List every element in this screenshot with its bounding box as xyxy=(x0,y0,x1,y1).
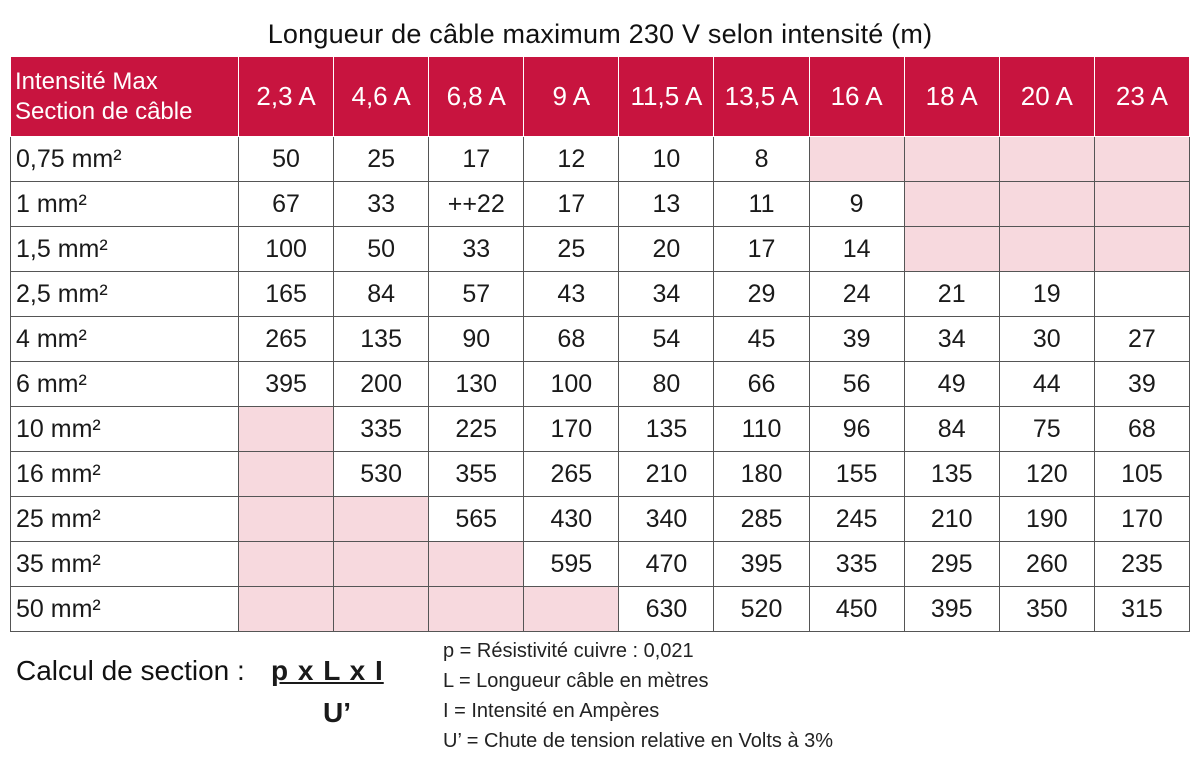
formula-denominator: U’ xyxy=(323,697,351,728)
length-cell: 20 xyxy=(619,227,714,272)
not-applicable-cell xyxy=(524,587,619,632)
length-cell: 245 xyxy=(809,497,904,542)
table-row xyxy=(11,362,1190,407)
table-row xyxy=(11,227,1190,272)
length-cell: 530 xyxy=(334,452,429,497)
not-applicable-cell xyxy=(334,542,429,587)
length-cell: 135 xyxy=(619,407,714,452)
not-applicable-cell xyxy=(429,587,524,632)
not-applicable-cell xyxy=(429,542,524,587)
length-cell: 395 xyxy=(714,542,809,587)
header-corner-cell xyxy=(11,57,239,137)
length-cell: 155 xyxy=(809,452,904,497)
length-cell: 340 xyxy=(619,497,714,542)
row-label-section: 0,75 mm² xyxy=(11,137,239,182)
column-header-intensity: 13,5 A xyxy=(714,57,809,137)
table-row xyxy=(11,542,1190,587)
not-applicable-cell xyxy=(334,587,429,632)
length-cell: 39 xyxy=(809,317,904,362)
length-cell: 200 xyxy=(334,362,429,407)
length-cell: 80 xyxy=(619,362,714,407)
length-cell: 34 xyxy=(904,317,999,362)
length-cell: 395 xyxy=(904,587,999,632)
legend-item-voltage-drop: U’ = Chute de tension relative en Volts à 3% xyxy=(443,730,834,752)
not-applicable-cell xyxy=(334,497,429,542)
length-cell: 34 xyxy=(619,272,714,317)
table-row xyxy=(11,587,1190,632)
legend-item-intensity: I = Intensité en Ampères xyxy=(443,700,660,722)
length-cell: 17 xyxy=(714,227,809,272)
not-applicable-cell xyxy=(239,587,334,632)
length-cell: 84 xyxy=(904,407,999,452)
length-cell: 285 xyxy=(714,497,809,542)
formula-label: Calcul de section : xyxy=(16,655,245,686)
length-cell: 11 xyxy=(714,182,809,227)
length-cell: 30 xyxy=(999,317,1094,362)
formula-numerator: p x L x I xyxy=(271,655,384,686)
row-label-section: 1 mm² xyxy=(11,182,239,227)
length-cell: 135 xyxy=(334,317,429,362)
length-cell: 180 xyxy=(714,452,809,497)
length-cell: 13 xyxy=(619,182,714,227)
not-applicable-cell xyxy=(999,227,1094,272)
table-row xyxy=(11,182,1190,227)
length-cell: 265 xyxy=(524,452,619,497)
length-cell: 100 xyxy=(524,362,619,407)
length-cell: 45 xyxy=(714,317,809,362)
length-cell: 350 xyxy=(999,587,1094,632)
row-label-section: 4 mm² xyxy=(11,317,239,362)
length-cell: 100 xyxy=(239,227,334,272)
length-cell: 17 xyxy=(524,182,619,227)
length-cell: 21 xyxy=(904,272,999,317)
length-cell: 29 xyxy=(714,272,809,317)
column-header-intensity: 6,8 A xyxy=(429,57,524,137)
not-applicable-cell xyxy=(999,182,1094,227)
length-cell: 210 xyxy=(904,497,999,542)
cable-length-table xyxy=(10,56,1190,632)
length-cell: 225 xyxy=(429,407,524,452)
length-cell: 39 xyxy=(1094,362,1189,407)
length-cell: ++22 xyxy=(429,182,524,227)
length-cell: 43 xyxy=(524,272,619,317)
length-cell: 27 xyxy=(1094,317,1189,362)
not-applicable-cell xyxy=(239,407,334,452)
row-label-section: 50 mm² xyxy=(11,587,239,632)
length-cell: 165 xyxy=(239,272,334,317)
not-applicable-cell xyxy=(239,497,334,542)
corner-label-section: Section de câble xyxy=(15,97,193,125)
length-cell: 395 xyxy=(239,362,334,407)
table-row xyxy=(11,137,1190,182)
row-label-section: 2,5 mm² xyxy=(11,272,239,317)
legend-item-length: L = Longueur câble en mètres xyxy=(443,670,709,692)
corner-label-intensity: Intensité Max xyxy=(15,67,158,95)
not-applicable-cell xyxy=(1094,182,1189,227)
not-applicable-cell xyxy=(809,137,904,182)
not-applicable-cell xyxy=(999,137,1094,182)
length-cell: 24 xyxy=(809,272,904,317)
legend-item-resistivity: p = Résistivité cuivre : 0,021 xyxy=(443,640,694,662)
length-cell: 105 xyxy=(1094,452,1189,497)
length-cell: 96 xyxy=(809,407,904,452)
header-row xyxy=(11,57,1190,137)
row-label-section: 6 mm² xyxy=(11,362,239,407)
length-cell: 295 xyxy=(904,542,999,587)
not-applicable-cell xyxy=(904,227,999,272)
row-label-section: 25 mm² xyxy=(11,497,239,542)
length-cell: 565 xyxy=(429,497,524,542)
length-cell: 170 xyxy=(524,407,619,452)
length-cell: 19 xyxy=(999,272,1094,317)
length-cell: 450 xyxy=(809,587,904,632)
column-header-intensity: 4,6 A xyxy=(334,57,429,137)
length-cell: 190 xyxy=(999,497,1094,542)
length-cell: 430 xyxy=(524,497,619,542)
table-row xyxy=(11,452,1190,497)
length-cell: 595 xyxy=(524,542,619,587)
length-cell: 130 xyxy=(429,362,524,407)
table-row xyxy=(11,317,1190,362)
formula-legend xyxy=(443,636,833,756)
length-cell: 9 xyxy=(809,182,904,227)
length-cell: 170 xyxy=(1094,497,1189,542)
length-cell: 335 xyxy=(809,542,904,587)
column-header-intensity: 11,5 A xyxy=(619,57,714,137)
length-cell: 8 xyxy=(714,137,809,182)
length-cell: 10 xyxy=(619,137,714,182)
length-cell: 33 xyxy=(429,227,524,272)
length-cell: 50 xyxy=(334,227,429,272)
column-header-intensity: 16 A xyxy=(809,57,904,137)
length-cell: 265 xyxy=(239,317,334,362)
not-applicable-cell xyxy=(904,182,999,227)
length-cell: 260 xyxy=(999,542,1094,587)
column-header-intensity: 9 A xyxy=(524,57,619,137)
not-applicable-cell xyxy=(1094,227,1189,272)
not-applicable-cell xyxy=(904,137,999,182)
not-applicable-cell xyxy=(239,452,334,497)
length-cell: 68 xyxy=(1094,407,1189,452)
column-header-intensity: 23 A xyxy=(1094,57,1189,137)
length-cell: 57 xyxy=(429,272,524,317)
length-cell: 50 xyxy=(239,137,334,182)
not-applicable-cell xyxy=(239,542,334,587)
length-cell: 54 xyxy=(619,317,714,362)
empty-cell xyxy=(1094,272,1189,317)
length-cell: 210 xyxy=(619,452,714,497)
length-cell: 470 xyxy=(619,542,714,587)
row-label-section: 16 mm² xyxy=(11,452,239,497)
column-header-intensity: 18 A xyxy=(904,57,999,137)
not-applicable-cell xyxy=(1094,137,1189,182)
table-row xyxy=(11,272,1190,317)
length-cell: 135 xyxy=(904,452,999,497)
length-cell: 56 xyxy=(809,362,904,407)
column-header-intensity: 2,3 A xyxy=(239,57,334,137)
row-label-section: 35 mm² xyxy=(11,542,239,587)
column-header-intensity: 20 A xyxy=(999,57,1094,137)
row-label-section: 10 mm² xyxy=(11,407,239,452)
length-cell: 25 xyxy=(524,227,619,272)
length-cell: 120 xyxy=(999,452,1094,497)
length-cell: 14 xyxy=(809,227,904,272)
length-cell: 25 xyxy=(334,137,429,182)
length-cell: 17 xyxy=(429,137,524,182)
table-row xyxy=(11,407,1190,452)
length-cell: 630 xyxy=(619,587,714,632)
length-cell: 335 xyxy=(334,407,429,452)
length-cell: 66 xyxy=(714,362,809,407)
length-cell: 33 xyxy=(334,182,429,227)
length-cell: 90 xyxy=(429,317,524,362)
length-cell: 235 xyxy=(1094,542,1189,587)
table-body xyxy=(11,137,1190,632)
length-cell: 520 xyxy=(714,587,809,632)
length-cell: 68 xyxy=(524,317,619,362)
length-cell: 355 xyxy=(429,452,524,497)
table-title: Longueur de câble maximum 230 V selon intensité (m) xyxy=(267,19,933,49)
length-cell: 49 xyxy=(904,362,999,407)
length-cell: 75 xyxy=(999,407,1094,452)
length-cell: 110 xyxy=(714,407,809,452)
length-cell: 84 xyxy=(334,272,429,317)
length-cell: 315 xyxy=(1094,587,1189,632)
length-cell: 12 xyxy=(524,137,619,182)
table-row xyxy=(11,497,1190,542)
length-cell: 44 xyxy=(999,362,1094,407)
row-label-section: 1,5 mm² xyxy=(11,227,239,272)
length-cell: 67 xyxy=(239,182,334,227)
